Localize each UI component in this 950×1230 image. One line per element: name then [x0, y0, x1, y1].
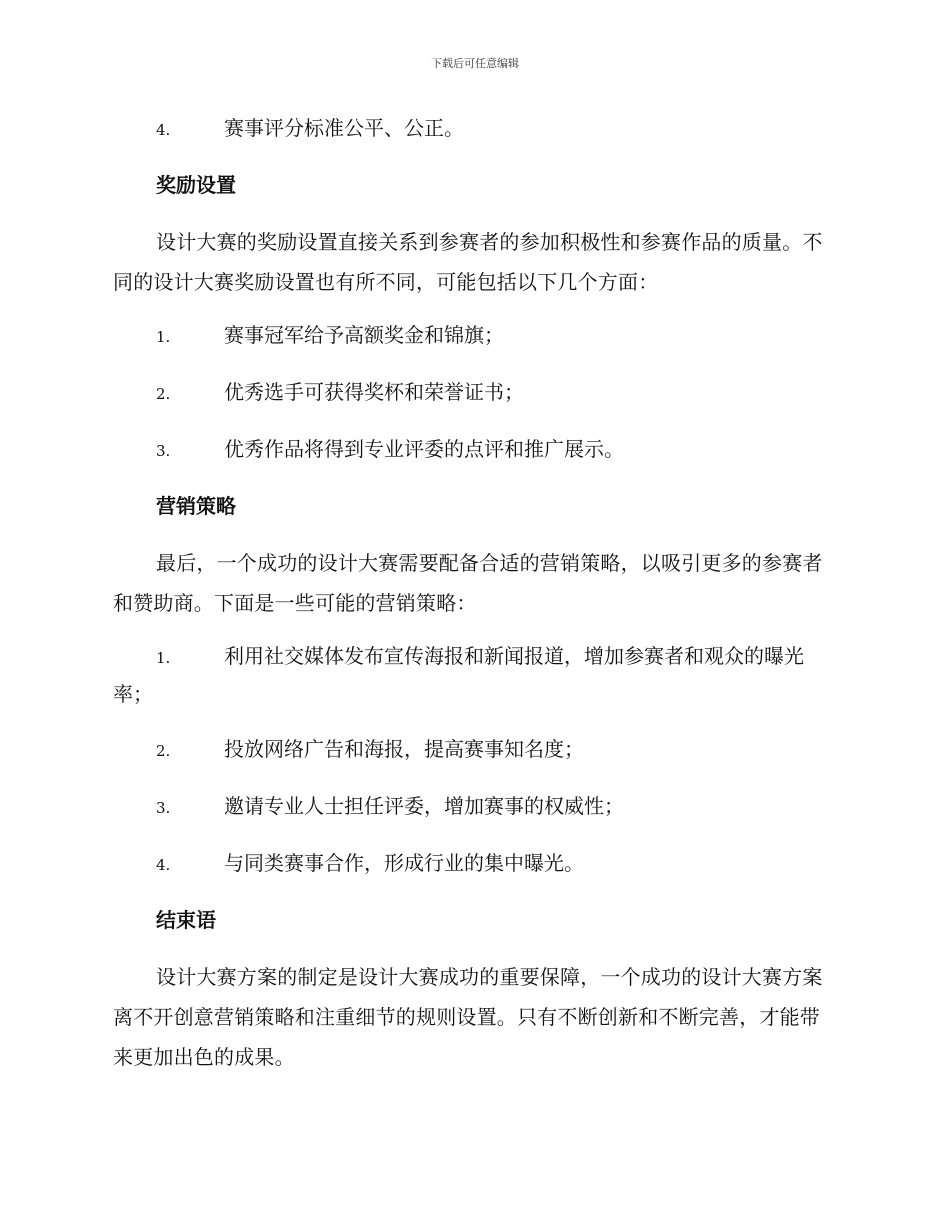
list-item	[113, 788, 833, 826]
list-number: 3.	[156, 799, 171, 817]
list-item	[113, 374, 833, 412]
section-heading-award: 奖励设置	[156, 173, 236, 197]
header-note: 下载后可任意编辑	[431, 57, 519, 70]
list-text: 投放网络广告和海报，提高赛事知名度；	[224, 737, 584, 761]
list-text: 与同类赛事合作，形成行业的集中曝光。	[224, 851, 584, 875]
list-item	[113, 845, 833, 883]
section-heading-marketing: 营销策略	[156, 494, 236, 518]
list-number: 2.	[156, 385, 171, 403]
list-text: 赛事评分标准公平、公正。	[224, 116, 464, 140]
award-paragraph: 设计大赛的奖励设置直接关系到参赛者的参加积极性和参赛作品的质量。不同的设计大赛奖励设置也有所不同，可能包括以下几个方面：	[113, 230, 823, 294]
list-text: 优秀选手可获得奖杯和荣誉证书；	[224, 380, 524, 404]
list-number: 2.	[156, 742, 171, 760]
document-body	[113, 110, 833, 1092]
section-heading-conclusion: 结束语	[156, 908, 216, 932]
conclusion-paragraph: 设计大赛方案的制定是设计大赛成功的重要保障，一个成功的设计大赛方案离不开创意营销策略和注重细节的规则设置。只有不断创新和不断完善，才能带来更加出色的成果。	[113, 965, 823, 1069]
list-text: 邀请专业人士担任评委，增加赛事的权威性；	[224, 794, 624, 818]
list-text: 优秀作品将得到专业评委的点评和推广展示。	[224, 437, 624, 461]
list-number: 1.	[156, 649, 171, 667]
list-number: 3.	[156, 442, 171, 460]
list-item	[113, 431, 833, 469]
list-number: 4.	[156, 121, 171, 139]
list-item	[113, 110, 833, 148]
list-number: 4.	[156, 856, 171, 874]
list-item	[113, 638, 833, 712]
list-item	[113, 731, 833, 769]
list-item	[113, 317, 833, 355]
list-text: 赛事冠军给予高额奖金和锦旗；	[224, 323, 504, 347]
list-number: 1.	[156, 328, 171, 346]
marketing-paragraph: 最后，一个成功的设计大赛需要配备合适的营销策略，以吸引更多的参赛者和赞助商。下面是一些可能的营销策略：	[113, 551, 823, 615]
list-text: 利用社交媒体发布宣传海报和新闻报道，增加参赛者和观众的曝光率；	[113, 644, 804, 706]
